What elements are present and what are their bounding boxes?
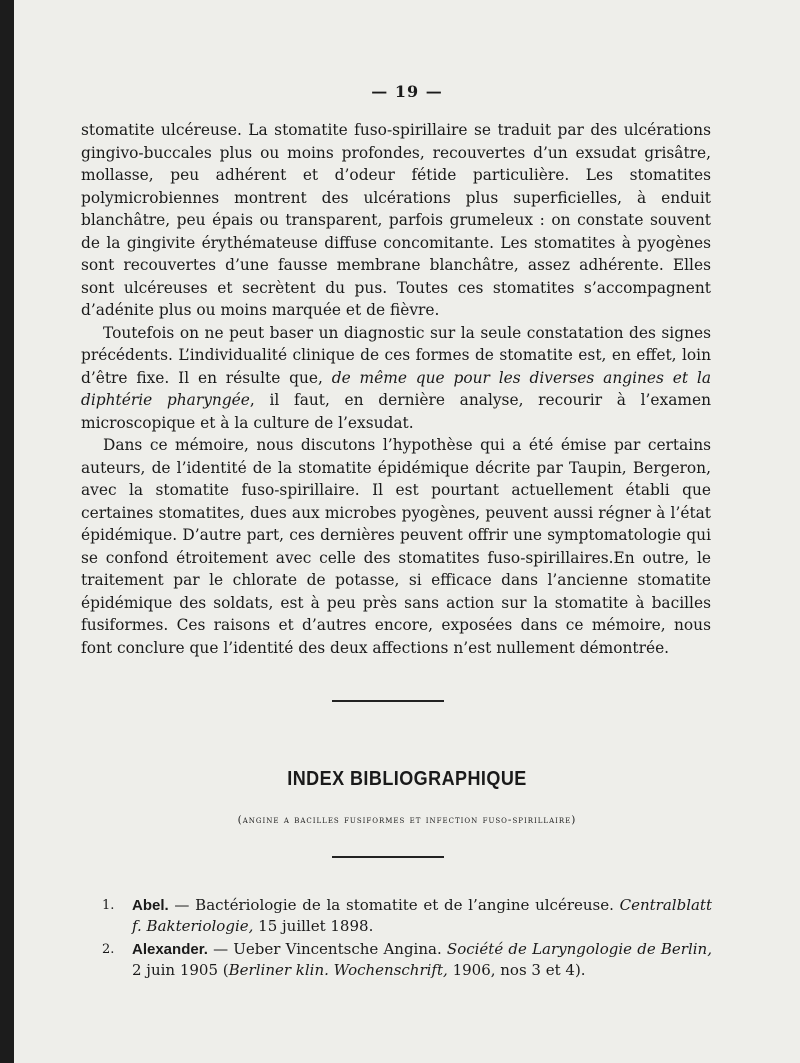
entry-number: 2. [102,942,115,957]
section-divider [332,856,444,858]
paragraph-2-italic: de même que pour les diverses angines et la diphtérie pharyngée [81,368,711,409]
entry-text: Abel. — Bactériologie de la stomatite et de l’angine ulcéreuse. Centralblatt f. Bakteriologie, 15 juillet 1898. [132,896,712,935]
entry-journal-2: Berliner klin. Wochenschrift, [228,961,448,979]
page-number: — 19 — [371,82,443,101]
entry-text: Alexander. — Ueber Vincentsche Angina. Société de Laryngologie de Berlin, 2 juin 1905 (Berliner klin. Wochenschrift, 1906, nos 3 et 4). [132,940,712,979]
index-subtitle: (angine a bacilles fusiformes et infection fuso-spirillaire) [237,814,577,826]
index-title: INDEX BIBLIOGRAPHIQUE [287,768,527,790]
document-page [14,0,800,1063]
body-text [81,119,711,659]
paragraph-2 [81,322,711,435]
paragraph-2-start: Toutefois on ne peut baser un diagnostic sur la seule constatation des signes précédents. L’individualité clinique de ces formes de stomatite est, en effet, loin d’être fixe. Il en résulte que, [81,323,711,387]
entry-author: Abel. [132,897,169,914]
bibliography-entry [102,939,712,981]
bibliography-list [102,895,712,983]
paragraph-1: stomatite ulcéreuse. La stomatite fuso-spirillaire se traduit par des ulcérations gingivo-buccales plus ou moins profondes, recouvertes d’un exsudat grisâtre, mollasse, peu adhérent et d’odeur fétide particulière. Les stomatites polymicrobiennes montrent des ulcérations plus superficielles, à enduit blanchâtre, peu épais ou transparent, parfois grumeleux : on constate souvent de la gingivite érythémateuse diffuse concomitante. Les stomatites à pyogènes sont recouvertes d’une fausse membrane blanchâtre, assez adhérente. Elles sont ulcéreuses et secrètent du pus. Toutes ces stomatites s’accompagnent d’adénite plus ou moins marquée et de fièvre. [81,121,711,319]
section-divider [332,700,444,702]
paragraph-3: Dans ce mémoire, nous discutons l’hypothèse qui a été émise par certains auteurs, de l’identité de la stomatite épidémique décrite par Taupin, Bergeron, avec la stomatite fuso-spirillaire. Il est pourtant actuellement établi que certaines stomatites, dues aux microbes pyogènes, peuvent aussi régner à l’état épidémique. D’autre part, ces dernières peuvent offrir une symptomatologie qui se confond étroitement avec celle des stomatites fuso-spirillaires.En outre, le traitement par le chlorate de potasse, si efficace dans l’ancienne stomatite épidémique des soldats, est à peu près sans action sur la stomatite à bacilles fusiformes. Ces raisons et d’autres encore, exposées dans ce mémoire, nous font conclure que l’identité des deux affections n’est nullement démontrée. [81,436,711,657]
bibliography-entry [102,895,712,937]
entry-number: 1. [102,898,115,913]
entry-journal: Centralblatt f. Bakteriologie, [132,896,712,935]
paragraph-2-end: , il faut, en dernière analyse, recourir à l’examen microscopique et à la culture de l’exsudat. [81,391,711,432]
entry-journal: Société de Laryngologie de Berlin, [446,940,712,958]
entry-author: Alexander. [132,941,208,958]
